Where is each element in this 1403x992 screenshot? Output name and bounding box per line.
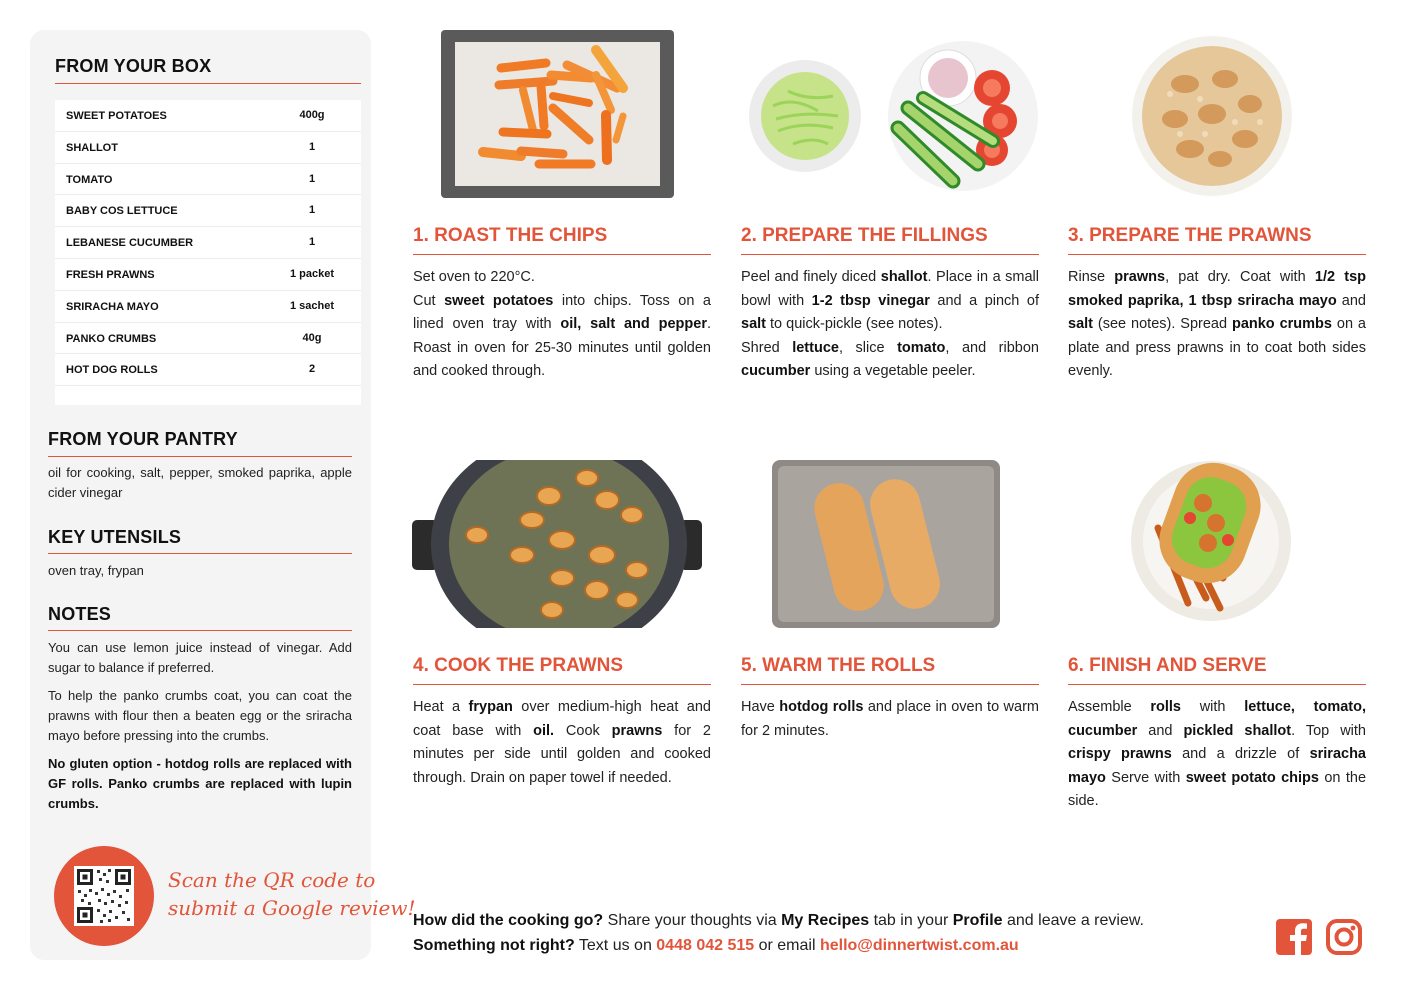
- step-5-body: Have hotdog rolls and place in oven to warm for 2 minutes.: [741, 699, 1039, 739]
- fillings-image: [748, 36, 1040, 192]
- table-row: [55, 132, 361, 164]
- table-row: [55, 291, 361, 323]
- frypan-image: [412, 460, 702, 628]
- ingredient-name: PANKO CRUMBS: [66, 332, 157, 345]
- email-link[interactable]: hello@dinnertwist.com.au: [819, 937, 1019, 954]
- pantry-text: oil for cooking, salt, pepper, smoked paprika, apple cider vinegar: [48, 465, 352, 500]
- divider: [413, 684, 711, 685]
- step-1-body: Set oven to 220°C. Cut sweet potatoes into chips. Toss on a lined oven tray with oil, salt and pepper. Roast in oven for 25-30 minutes until golden and cooked through.: [413, 269, 711, 379]
- step-1-title: 1. ROAST THE CHIPS: [413, 225, 608, 246]
- ingredient-name: SRIRACHA MAYO: [66, 300, 159, 313]
- step-4-title: 4. COOK THE PRAWNS: [413, 655, 624, 676]
- phone-link[interactable]: 0448 042 515: [656, 937, 755, 954]
- prawns-crumbs-image: [1130, 34, 1294, 198]
- ingredient-qty: 40g: [302, 331, 322, 344]
- divider: [48, 630, 352, 631]
- facebook-icon[interactable]: [1275, 918, 1313, 956]
- table-row: [55, 259, 361, 291]
- ingredient-qty: 1: [308, 204, 316, 217]
- qr-caption-line2: submit a Google review!: [168, 896, 416, 920]
- notes-p2: To help the panko crumbs coat, you can coat the prawns with flour then a beaten egg or the sriracha mayo before pressing into the crumbs.: [48, 688, 352, 743]
- ingredient-qty: 2: [308, 363, 316, 376]
- table-row: [55, 100, 361, 132]
- divider: [413, 254, 711, 255]
- step-4-body: Heat a frypan over medium-high heat and coat base with oil. Cook prawns for 2 minutes per side until golden and cooked through. Drain on paper towel if needed.: [413, 699, 711, 786]
- step-2-title: 2. PREPARE THE FILLINGS: [741, 225, 988, 246]
- ingredient-table: [55, 100, 361, 405]
- step-2-body: Peel and finely diced shallot. Place in a small bowl with 1-2 tbsp vinegar and a pinch of salt to quick-pickle (see notes). Shred lettuce, slice tomato, and ribbon cucumber using a vegetable peeler.: [741, 269, 1039, 379]
- step-6-title: 6. FINISH AND SERVE: [1068, 655, 1267, 676]
- notes-p1: You can use lemon juice instead of vinegar. Add sugar to balance if preferred.: [48, 640, 352, 675]
- pantry-title: FROM YOUR PANTRY: [48, 429, 238, 449]
- step-5-title: 5. WARM THE ROLLS: [741, 655, 936, 676]
- roast-chips-image: [441, 30, 674, 198]
- ingredient-qty: 1: [308, 236, 316, 249]
- rolls-image: [772, 460, 1000, 628]
- divider: [741, 684, 1039, 685]
- step-3-title: 3. PREPARE THE PRAWNS: [1068, 225, 1312, 246]
- table-row: [55, 227, 361, 259]
- qr-caption: [168, 866, 416, 922]
- utensils-text: oven tray, frypan: [48, 563, 144, 578]
- qr-code-icon: [74, 866, 134, 926]
- table-row: [55, 354, 361, 386]
- from-box-title: FROM YOUR BOX: [55, 56, 212, 76]
- ingredient-name: FRESH PRAWNS: [66, 268, 155, 281]
- step-6-body: Assemble rolls with lettuce, tomato, cucumber and pickled shallot. Top with crispy prawns and a drizzle of sriracha mayo Serve with sweet potato chips on the side.: [1068, 699, 1367, 809]
- ingredient-name: HOT DOG ROLLS: [66, 364, 158, 377]
- notes-title: NOTES: [48, 604, 112, 624]
- ingredient-qty: 1: [308, 172, 316, 185]
- ingredient-name: LEBANESE CUCUMBER: [66, 237, 194, 250]
- ingredient-qty: 1 packet: [289, 267, 335, 280]
- ingredient-qty: 1: [308, 140, 316, 153]
- step-3-body: Rinse prawns, pat dry. Coat with 1/2 tsp smoked paprika, 1 tbsp sriracha mayo and salt (see notes). Spread panko crumbs on a plate and press prawns in to coat both sides evenly.: [1068, 269, 1367, 379]
- footer-review-line: How did the cooking go? Share your thoughts via My Recipes tab in your Profile and leave a review.: [413, 912, 1144, 929]
- divider: [55, 83, 361, 84]
- qr-caption-line1: Scan the QR code to: [168, 868, 376, 892]
- divider: [48, 553, 352, 554]
- footer-contact-line: Something not right? Text us on 0448 042 515 or email hello@dinnertwist.com.au: [413, 937, 1019, 954]
- ingredient-name: BABY COS LETTUCE: [66, 205, 178, 218]
- ingredient-name: TOMATO: [66, 173, 113, 186]
- divider: [1068, 684, 1366, 685]
- ingredient-qty: 400g: [299, 109, 325, 121]
- ingredient-name: SHALLOT: [66, 141, 118, 154]
- utensils-title: KEY UTENSILS: [48, 527, 182, 547]
- table-row: [55, 164, 361, 196]
- notes-p3: No gluten option - hotdog rolls are replaced with GF rolls. Panko crumbs are replaced with lupin crumbs.: [48, 756, 352, 811]
- table-row: [55, 195, 361, 227]
- qr-badge[interactable]: [54, 846, 154, 946]
- table-row: [55, 323, 361, 355]
- ingredient-qty: 1 sachet: [289, 299, 335, 312]
- finished-dish-image: [1128, 458, 1294, 624]
- divider: [741, 254, 1039, 255]
- divider: [1068, 254, 1366, 255]
- ingredient-name: SWEET POTATOES: [66, 110, 167, 122]
- instagram-icon[interactable]: [1325, 918, 1363, 956]
- divider: [48, 456, 352, 457]
